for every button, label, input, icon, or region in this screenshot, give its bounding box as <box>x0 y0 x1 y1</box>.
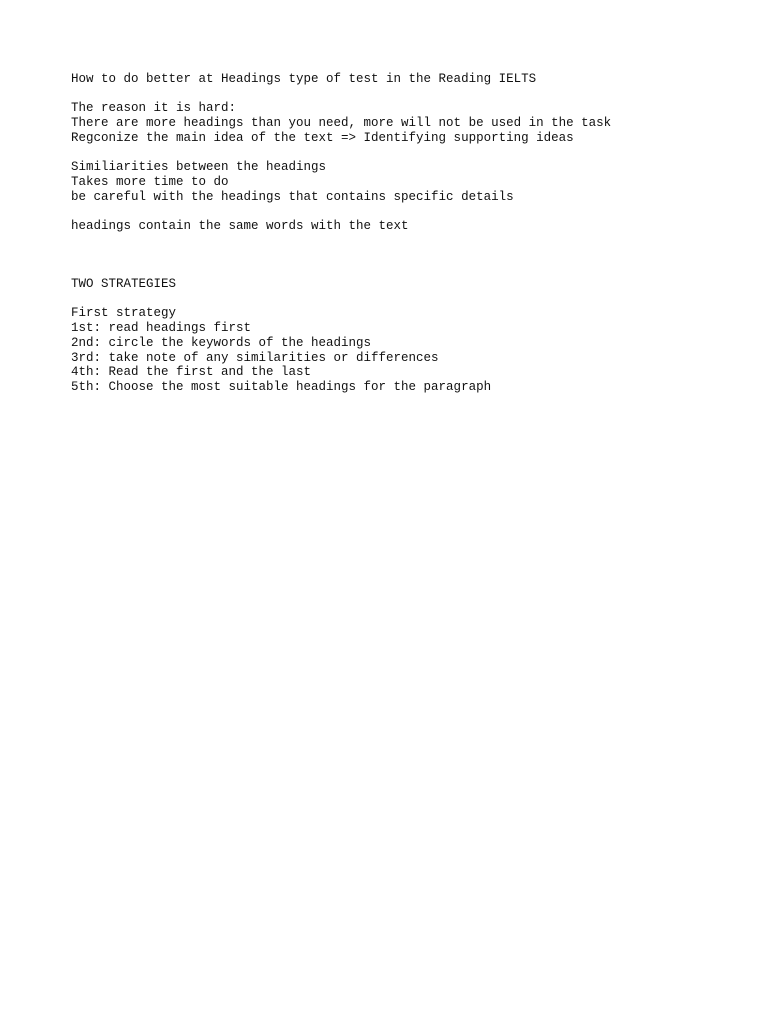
first-strategy-heading: First strategy <box>71 306 177 321</box>
strategies-heading: TWO STRATEGIES <box>71 277 177 292</box>
spacer <box>71 87 751 102</box>
strategy-step: 2nd: circle the keywords of the headings <box>71 335 372 350</box>
strategy-step: 3rd: take note of any similarities or differences <box>71 350 439 365</box>
strategy-step: 4th: Read the first and the last <box>71 365 312 380</box>
reason-heading: The reason it is hard: <box>71 101 237 116</box>
strategy-step: 1st: read headings first <box>71 321 252 336</box>
spacer <box>71 234 751 278</box>
document-title: How to do better at Headings type of test in the Reading IELTS <box>71 72 537 86</box>
document-body <box>71 72 751 395</box>
reason-line: There are more headings than you need, more will not be used in the task <box>71 116 612 131</box>
similarities-line: Similiarities between the headings <box>71 160 327 175</box>
reason-line: Regconize the main idea of the text => Identifying supporting ideas <box>71 130 574 145</box>
strategy-step: 5th: Choose the most suitable headings for the paragraph <box>71 379 492 394</box>
similarities-line: be careful with the headings that contains specific details <box>71 189 514 204</box>
spacer <box>71 292 751 307</box>
similarities-line: Takes more time to do <box>71 174 229 189</box>
spacer <box>71 145 751 160</box>
note-line: headings contain the same words with the text <box>71 218 409 233</box>
spacer <box>71 204 751 219</box>
